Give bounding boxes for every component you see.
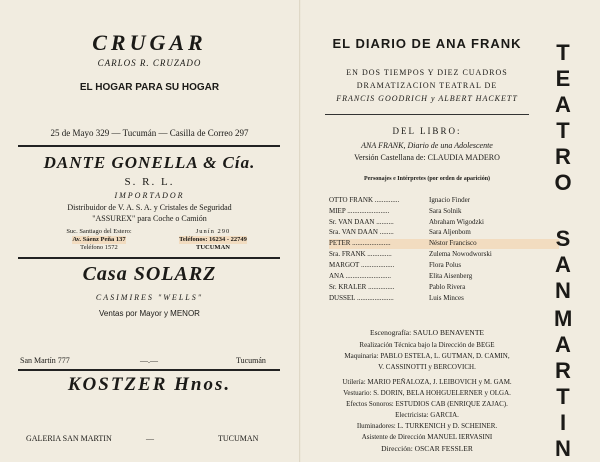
divider [18, 145, 280, 147]
credit-line: Iluminadores: L. TURKENICH y D. SCHEINER. [356, 422, 498, 430]
divider [18, 369, 280, 371]
cast-actor: Néstor Francisco [429, 239, 477, 247]
play-structure: EN DOS TIEMPOS Y DIEZ CUADROS [346, 68, 508, 77]
cast-row [329, 239, 559, 249]
cast-row [329, 250, 559, 260]
book-title: ANA FRANK, Diario de una Adolescente [361, 141, 493, 150]
solarz-title: Casa SOLARZ [82, 263, 217, 285]
gonella-branch-santiago [44, 228, 154, 252]
gonella-branch-tucuman [158, 228, 268, 252]
cast-header: Personajes e Intérpretes (por orden de aparición) [363, 176, 491, 182]
cast-role: Sr. VAN DAAN .......... [329, 218, 394, 226]
cast-actor: Flora Polus [429, 261, 462, 269]
cast-row [329, 261, 559, 271]
credit-line: Electricista: GARCIA. [395, 411, 459, 419]
kostzer-address: GALERIA SAN MARTIN [26, 434, 112, 443]
branch-santiago-label: Suc. Santiago del Estero: [66, 228, 132, 235]
credit-line: Vestuario: S. DORIN, BELA HOHGUELERNER y OLGA. [343, 389, 511, 397]
cast-actor: Elita Aisenberg [429, 272, 473, 280]
play-authors: FRANCIS GOODRICH y ALBERT HACKETT [336, 94, 518, 103]
solarz-city: Tucumán [236, 356, 266, 365]
solarz-line1: CASIMIRES "WELLS" [95, 293, 204, 302]
branch-santiago-phone: Teléfono 1572 [80, 244, 118, 251]
cast-role: MIEP ........................ [329, 207, 390, 215]
cast-actor: Pablo Rivera [429, 283, 466, 291]
translation-credit: Versión Castellana de: CLAUDIA MADERO [354, 153, 500, 162]
solarz-line2: Ventas por Mayor y MENOR [99, 309, 200, 318]
theater-word: MARTIN [554, 306, 573, 461]
cast-row [329, 207, 559, 217]
credit-line: Realización Técnica bajo la Dirección de BEGE [359, 341, 495, 349]
theater-word-san [548, 226, 578, 304]
gonella-title: DANTE GONELLA & Cía. [43, 153, 256, 172]
gonella-line1: Distribuidor de V. A. S. A. y Cristales de Seguridad [67, 203, 232, 212]
cast-actor: Luis Minces [429, 294, 464, 302]
cast-role: PETER ...................... [329, 239, 391, 247]
kostzer-city: TUCUMAN [218, 434, 259, 443]
theater-word: TEATRO [554, 40, 572, 195]
cast-actor: Abraham Wigodzki [429, 218, 484, 226]
cast-actor: Sara Solnik [429, 207, 462, 215]
cast-row [329, 283, 559, 293]
program-page [301, 0, 600, 462]
play-dramatization: DRAMATIZACION TEATRAL DE [356, 81, 498, 90]
cast-role: MARGOT ................... [329, 261, 395, 269]
cast-role: DUSSEL ..................... [329, 294, 394, 302]
credit-line: Efectos Sonoros: ESTUDIOS CAB (ENRIQUE ZAJAC). [346, 400, 508, 408]
cast-role: ANA .......................... [329, 272, 392, 280]
crugar-address: 25 de Mayo 329 — Tucumán — Casilla de Correo 297 [50, 128, 249, 138]
divider [325, 114, 529, 115]
play-title: EL DIARIO DE ANA FRANK [332, 36, 522, 51]
cast-row [329, 228, 559, 238]
gonella-role: IMPORTADOR [114, 191, 185, 200]
cast-row [329, 218, 559, 228]
branch-tucuman-phones: Teléfonos: 16234 - 22749 [179, 236, 247, 243]
cast-row [329, 272, 559, 282]
credit-line: Utilería: MARIO PEÑALOZA, J. LEIBOVICH y M. GAM. [342, 378, 512, 386]
kostzer-title: KOSTZER Hnos. [67, 374, 232, 395]
divider [18, 257, 280, 259]
branch-tucuman-street: Junín 290 [195, 228, 231, 235]
crugar-title: CRUGAR [92, 30, 207, 55]
cast-actor: Sara Aljenbom [429, 228, 471, 236]
theater-word: SAN [555, 226, 571, 303]
crugar-slogan: EL HOGAR PARA SU HOGAR [79, 82, 220, 93]
cast-row [329, 294, 559, 304]
cast-role: Sr. KRALER ............... [329, 283, 395, 291]
solarz-separator: —.— [140, 356, 158, 365]
cast-role: OTTO FRANK .............. [329, 196, 400, 204]
branch-tucuman-city: TUCUMAN [196, 244, 230, 251]
cast-row [329, 196, 559, 206]
theater-word-martin [548, 306, 578, 462]
credit-line: V. CASSINOTTI y BERCOVICH. [378, 363, 476, 371]
advertisements-page [0, 0, 299, 462]
gonella-subtitle: S. R. L. [124, 176, 175, 188]
crugar-owner: CARLOS R. CRUZADO [97, 58, 202, 68]
cast-actor: Zulema Nowodworski [429, 250, 492, 258]
credit-line: Dirección: OSCAR FESSLER [381, 444, 473, 453]
book-label: DEL LIBRO: [392, 126, 462, 136]
credit-line: Escenografía: SAULO BENAVENTE [369, 328, 484, 337]
credit-line: Maquinaria: PABLO ESTELA, L. GUTMAN, D. CAMIN, [344, 352, 510, 360]
kostzer-separator: — [146, 434, 154, 443]
cast-role: Sra. VAN DAAN ........ [329, 228, 394, 236]
theater-word-teatro [548, 40, 578, 196]
cast-actor: Ignacio Finder [429, 196, 471, 204]
gonella-line2: "ASSUREX" para Coche o Camión [92, 214, 207, 223]
solarz-address: San Martín 777 [20, 356, 70, 365]
credit-line: Asistente de Dirección MANUEL IERVASINI [361, 433, 493, 441]
branch-santiago-street: Av. Sáenz Peña 137 [72, 236, 126, 243]
cast-role: Sra. FRANK .............. [329, 250, 392, 258]
